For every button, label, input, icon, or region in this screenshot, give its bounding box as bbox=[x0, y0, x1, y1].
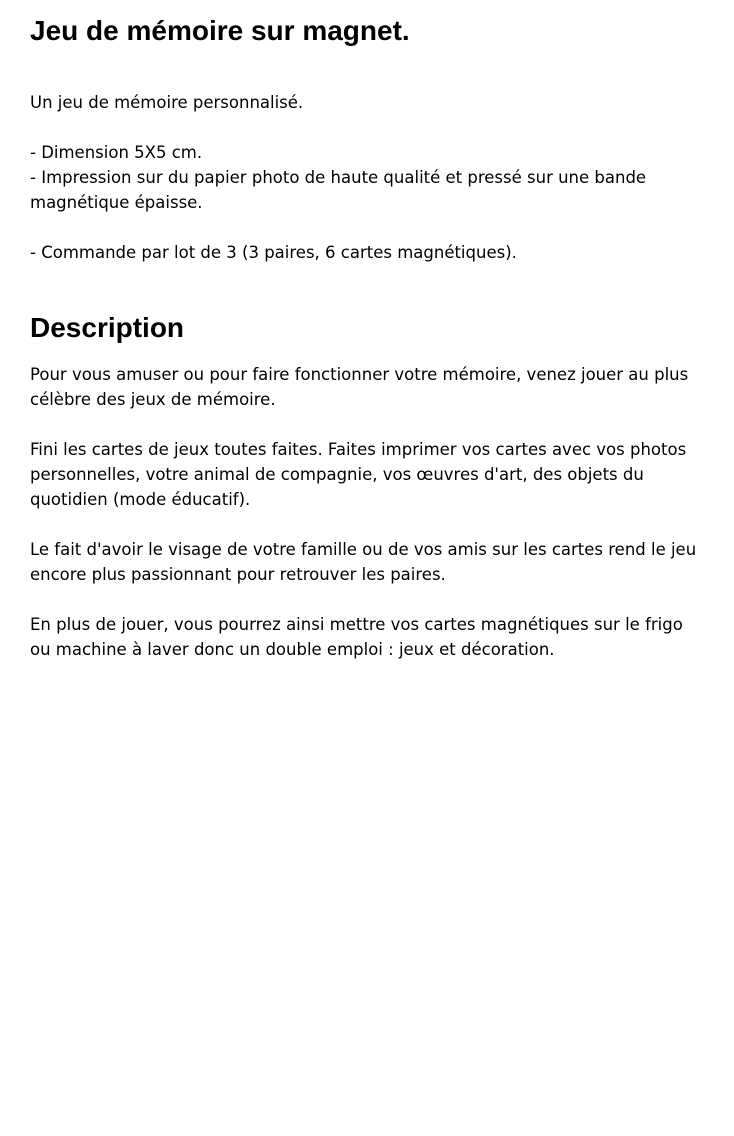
description-paragraph-2: Fini les cartes de jeux toutes faites. Faites imprimer vos cartes avec vos photos personnelles, votre animal de compagnie, vos œuvres d'art, des objets du quotidien (mode éducatif). bbox=[30, 440, 687, 510]
spec-printing: - Impression sur du papier photo de haute qualité et pressé sur une bande magnétique épaisse. bbox=[30, 167, 647, 212]
product-intro: Un jeu de mémoire personnalisé. bbox=[30, 92, 304, 112]
product-summary bbox=[30, 90, 704, 265]
description-body bbox=[30, 362, 704, 662]
product-title: Jeu de mémoire sur magnet. bbox=[30, 15, 410, 46]
description-paragraph-1: Pour vous amuser ou pour faire fonctionner votre mémoire, venez jouer au plus célèbre des jeux de mémoire. bbox=[30, 365, 689, 410]
description-paragraph-3: Le fait d'avoir le visage de votre famille ou de vos amis sur les cartes rend le jeu encore plus passionnant pour retrouver les paires. bbox=[30, 540, 697, 585]
product-specs bbox=[30, 140, 704, 215]
description-heading: Description bbox=[30, 311, 185, 343]
order-note: - Commande par lot de 3 (3 paires, 6 cartes magnétiques). bbox=[30, 242, 517, 262]
spec-dimension: - Dimension 5X5 cm. bbox=[30, 142, 203, 162]
description-paragraph-4: En plus de jouer, vous pourrez ainsi mettre vos cartes magnétiques sur le frigo ou machine à laver donc un double emploi : jeux et décoration. bbox=[30, 615, 683, 660]
